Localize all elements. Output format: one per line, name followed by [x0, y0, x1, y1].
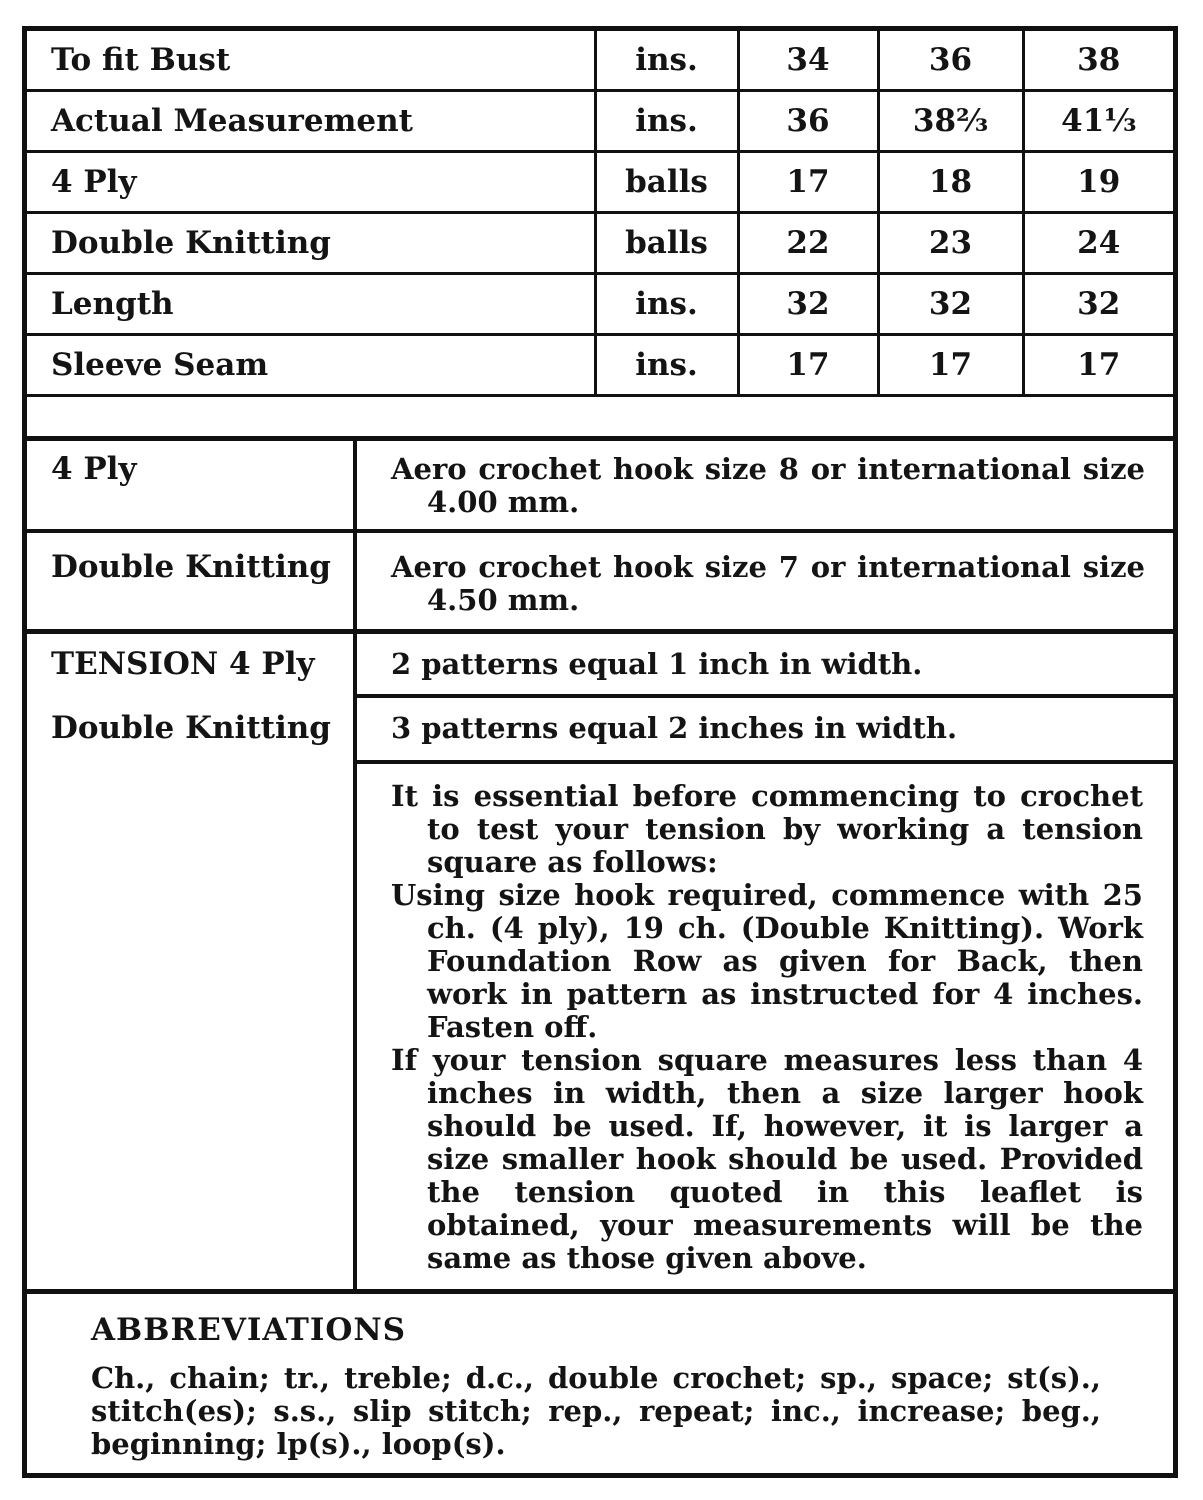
tension-notes	[391, 780, 1143, 1275]
row-unit: balls	[595, 213, 738, 274]
table-row	[27, 213, 1173, 274]
size-value: 36	[738, 91, 878, 152]
tension-label-4ply: TENSION 4 Ply	[51, 646, 315, 682]
row-unit: ins.	[595, 274, 738, 335]
row-label: 4 Ply	[27, 152, 595, 213]
size-value: 32	[738, 274, 878, 335]
tension-note: Using size hook required, commence with 25 ch. (4 ply), 19 ch. (Double Knitting). Work Foundation Row as given for Back, then work in pattern as instructed for 4 inches. Fasten off.	[391, 878, 1143, 1044]
tension-row-4ply	[357, 634, 1173, 698]
hook-text: Aero crochet hook size 7 or international size 4.50 mm.	[391, 550, 1145, 617]
table-row	[27, 152, 1173, 213]
hook-yarn-label: Double Knitting	[51, 549, 331, 585]
hook-text: Aero crochet hook size 8 or international size 4.00 mm.	[391, 452, 1145, 519]
table-row	[27, 274, 1173, 335]
size-value: 32	[878, 274, 1023, 335]
size-value: 36	[878, 31, 1023, 91]
table-row	[27, 91, 1173, 152]
tension-note: If your tension square measures less than 4 inches in width, then a size larger hook should be used. If, however, it is larger a size smaller hook should be used. Provided the tension quoted in this leaflet is obtained, your measurements will be the same as those given above.	[391, 1043, 1143, 1275]
row-label: Actual Measurement	[27, 91, 595, 152]
tension-section	[27, 629, 1173, 1289]
size-value: 17	[1023, 335, 1173, 396]
row-label: To fit Bust	[27, 31, 595, 91]
size-value: 17	[738, 152, 878, 213]
size-value: 17	[738, 335, 878, 396]
size-value: 18	[878, 152, 1023, 213]
row-unit: balls	[595, 152, 738, 213]
size-value: 34	[738, 31, 878, 91]
size-value: 24	[1023, 213, 1173, 274]
hook-row-dk	[27, 533, 1173, 630]
size-value: 22	[738, 213, 878, 274]
size-value: 38	[1023, 31, 1173, 91]
hook-yarn-label: 4 Ply	[51, 451, 137, 487]
row-unit: ins.	[595, 335, 738, 396]
hook-row-4ply	[27, 441, 1173, 533]
tension-note: It is essential before commencing to crochet to test your tension by working a tension square as follows:	[391, 779, 1143, 879]
row-label: Sleeve Seam	[27, 335, 595, 396]
row-unit: ins.	[595, 31, 738, 91]
tension-text-dk: 3 patterns equal 2 inches in width.	[391, 711, 958, 745]
row-label: Length	[27, 274, 595, 335]
row-unit: ins.	[595, 91, 738, 152]
size-value: 19	[1023, 152, 1173, 213]
abbreviations-section	[27, 1289, 1173, 1473]
table-row	[27, 31, 1173, 91]
tension-text-4ply: 2 patterns equal 1 inch in width.	[391, 647, 923, 681]
hooks-section	[27, 436, 1173, 629]
abbreviations-title: ABBREVIATIONS	[91, 1312, 407, 1348]
row-label: Double Knitting	[27, 213, 595, 274]
abbreviations-text: Ch., chain; tr., treble; d.c., double crochet; sp., space; st(s)., stitch(es); s.s., slip stitch; rep., repeat; inc., increase; beg., beginning; lp(s)., loop(s).	[91, 1361, 1101, 1461]
pattern-info-frame	[22, 26, 1178, 1478]
size-value: 32	[1023, 274, 1173, 335]
tension-row-dk	[357, 698, 1173, 764]
tension-label-dk: Double Knitting	[51, 710, 331, 746]
sizes-table	[27, 31, 1173, 397]
size-value: 41⅓	[1023, 91, 1173, 152]
size-value: 23	[878, 213, 1023, 274]
size-value: 38⅔	[878, 91, 1023, 152]
table-row	[27, 335, 1173, 396]
size-value: 17	[878, 335, 1023, 396]
